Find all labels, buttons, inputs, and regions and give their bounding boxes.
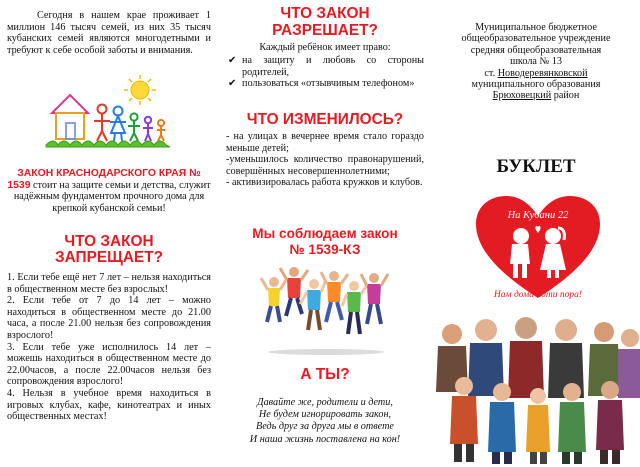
poem-line: И наша жизнь поставлена на кон! (249, 433, 401, 445)
allow-heading (222, 6, 428, 39)
checkmark-icon: ✔ (228, 78, 237, 90)
right-panel (432, 0, 640, 467)
allow-list (226, 55, 424, 90)
forbid-heading (0, 234, 218, 266)
law-title: ЗАКОН КРАСНОДАРСКОГО КРАЯ № 1539 (7, 168, 201, 191)
forbid-item: 3. Если тебе уже исполнилось 14 лет – можешь находиться в общественном месте до 22.00часов, а после 22.00часов нельзя без сопровождения взрослого! (7, 341, 211, 388)
school-line: общеобразовательное учреждение (461, 33, 611, 45)
logo-text-bottom: Нам дома идти пора! (493, 290, 583, 300)
law-text: стоит на защите семьи и детства, служит надёжным фундаментом прочного дома для крепкой кубанской семьи! (13, 179, 211, 214)
family-group-photo (434, 312, 640, 464)
forbid-heading-line-2: ЗАПРЕЩАЕТ? (54, 249, 163, 266)
booklet-title: БУКЛЕТ (496, 156, 576, 177)
middle-panel (222, 0, 428, 467)
forbid-item: 1. Если тебе ещё нет 7 лет – нельзя находиться в общественном месте без взрослых! (7, 272, 211, 295)
school-location-line: муниципального образования (471, 79, 601, 91)
poem (222, 397, 428, 446)
observe-heading (222, 226, 428, 258)
forbid-heading-line-1: ЧТО ЗАКОН (64, 233, 154, 250)
changed-heading: ЧТО ИЗМЕНИЛОСЬ? (246, 111, 404, 128)
allow-heading-line-2: РАЗРЕШАЕТ? (272, 21, 378, 39)
changed-item: -уменьшилось количество правонарушений, совершённых несовершеннолетними; (226, 154, 424, 177)
poem-line: Давайте же, родители и дети, (257, 397, 393, 408)
changed-list (226, 131, 424, 189)
checkmark-icon: ✔ (228, 55, 237, 66)
allow-item: ✔ пользоваться «отзывчивым телефоном» (228, 78, 415, 90)
school-location-line: Брюховецкий район (492, 90, 580, 102)
forbid-item: 2. Если тебе от 7 до 14 лет – можно находиться в общественном месте до 21.00 часа, а после 21.00 нельзя без сопровождения взрослого! (7, 295, 211, 341)
jumping-kids-photo (260, 262, 392, 358)
allow-item: ✔ на защиту и любовь со стороны родителей, (228, 55, 424, 78)
law-paragraph (7, 168, 211, 214)
school-line: средняя общеобразовательная (470, 44, 602, 56)
forbid-item: 4. Нельзя в учебное время находиться в игровых клубах, кафе, кинотеатрах и иных общественных местах! (7, 387, 211, 423)
forbid-list (7, 272, 211, 423)
intro-paragraph: Сегодня в нашем крае проживает 1 миллион 146 тысяч семей, из них 35 тысяч кубанских семей являются многодетными и требуют к себе особой заботы и внимания. (7, 10, 211, 56)
you-heading: А ТЫ? (300, 366, 350, 383)
poem-line: Не будем игнорировать закон, (258, 409, 392, 421)
school-location-line: ст. Новодеревянковской (484, 67, 588, 79)
left-panel (0, 0, 218, 467)
school-line: Муниципальное бюджетное (475, 22, 597, 33)
allow-intro: Каждый ребёнок имеет право: (259, 42, 391, 53)
changed-item: - активизировалась работа кружков и клубов. (226, 177, 423, 189)
poem-line: Ведь друг за друга мы в ответе (256, 421, 394, 433)
family-drawing-icon (44, 75, 172, 163)
school-line: школа № 13 (510, 56, 562, 68)
school-name (432, 22, 640, 102)
changed-item: - на улицах в вечернее время стало гораздо меньше детей; (226, 131, 424, 154)
observe-heading-line-1: Мы соблюдаем закон (252, 226, 398, 241)
observe-heading-line-2: № 1539-КЗ (289, 242, 361, 257)
allow-heading-line-1: ЧТО ЗАКОН (280, 5, 370, 22)
logo-text-top: На Кубани 22 (507, 210, 569, 221)
